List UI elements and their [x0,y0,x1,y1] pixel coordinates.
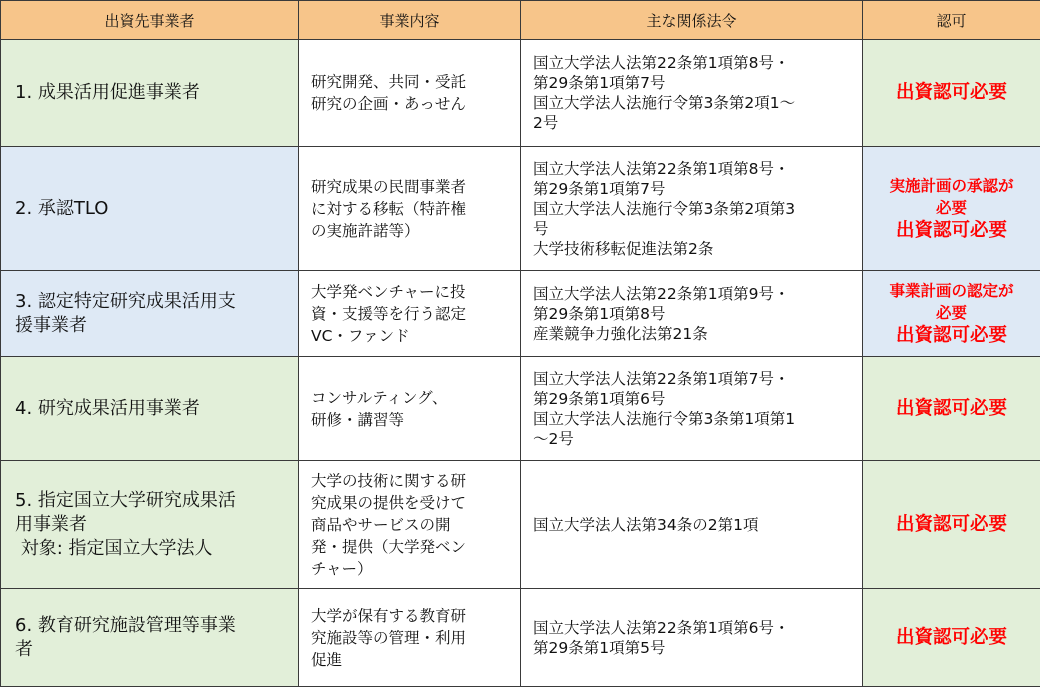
table-row [1,589,1040,687]
header-permit: 認可 [863,1,1040,40]
business-line: 資・支援等を行う認定 [311,304,467,323]
permit-cell [863,589,1040,687]
business-line: VC・ファンド [311,326,410,345]
business-cell [299,357,521,461]
header-row [1,1,1040,40]
business-line: 研究成果の民間事業者 [311,177,467,196]
law-line: 国立大学法人法第22条第1項第9号・ [533,284,790,303]
business-cell [299,589,521,687]
investee-name-cell [1,271,299,357]
investee-name-line: 用事業者 [15,513,87,535]
table-row [1,271,1040,357]
law-cell [521,357,863,461]
investee-name-line: 3. 認定特定研究成果活用支 [15,290,236,312]
business-line: に対する移転（特許権 [311,199,467,218]
investee-name-line: 者 [15,638,33,660]
permit-cell [863,271,1040,357]
law-cell [521,147,863,271]
table-row [1,147,1040,271]
permit-line: 出資認可必要 [895,397,1007,419]
law-line: 第29条第1項第8号 [533,304,666,323]
law-line: 2号 [533,114,559,132]
investee-name-line: 1. 成果活用促進事業者 [15,82,200,103]
investee-name-cell [1,40,299,147]
law-line: 産業競争力強化法第21条 [533,324,708,343]
business-line: 大学の技術に関する研 [311,471,467,490]
header-business: 事業内容 [299,1,521,40]
business-line: 究成果の提供を受けて [311,493,467,512]
permit-line: 出資認可必要 [895,82,1007,103]
law-line: 国立大学法人法第22条第1項第7号・ [533,369,790,388]
law-line: 第29条第1項第7号 [533,74,666,92]
permit-line: 実施計画の承認が [889,176,1014,195]
law-line: 国立大学法人法第22条第1項第6号・ [533,618,790,637]
permit-line: 事業計画の認定が [889,281,1014,300]
permit-line: 必要 [935,303,967,322]
law-line: 国立大学法人法施行令第3条第2項第3 [533,199,796,218]
business-line: 研修・講習等 [311,410,405,429]
investee-name-cell [1,357,299,461]
law-cell [521,461,863,589]
law-cell [521,271,863,357]
law-line: 第29条第1項第5号 [533,638,666,657]
header-laws: 主な関係法令 [521,1,863,40]
law-line: 国立大学法人法施行令第3条第2項1～ [533,94,796,112]
investee-name-line: 4. 研究成果活用事業者 [15,397,200,419]
permit-line: 出資認可必要 [895,324,1007,346]
law-line: 号 [533,219,549,238]
header-investee: 出資先事業者 [1,1,299,40]
business-line: 促進 [311,650,343,669]
table-row [1,40,1040,147]
law-line: 国立大学法人法第22条第1項第8号・ [533,159,790,178]
business-line: の実施許諾等） [311,221,420,240]
permit-line: 出資認可必要 [895,626,1007,648]
investee-name-line: 対象: 指定国立大学法人 [15,537,213,559]
permit-line: 必要 [935,198,967,217]
permit-cell [863,147,1040,271]
investee-name-cell [1,461,299,589]
business-line: チャー） [311,559,373,578]
permit-cell [863,40,1040,147]
permit-line: 出資認可必要 [895,513,1007,535]
law-line: ～2号 [533,429,574,448]
investee-name-cell [1,589,299,687]
business-cell [299,40,521,147]
law-line: 国立大学法人法第22条第1項第8号・ [533,54,790,72]
business-cell [299,147,521,271]
investee-name-line: 6. 教育研究施設管理等事業 [15,614,236,636]
business-line: コンサルティング、 [311,388,448,407]
permit-line: 出資認可必要 [895,219,1007,241]
law-line: 第29条第1項第6号 [533,389,666,408]
permit-cell [863,461,1040,589]
business-cell [299,271,521,357]
business-line: 大学発ベンチャーに投 [311,282,466,301]
business-line: 研究の企画・あっせん [311,95,466,113]
business-cell [299,461,521,589]
investee-name-line: 2. 承認TLO [15,197,109,219]
law-line: 国立大学法人法施行令第3条第1項第1 [533,409,796,428]
business-line: 究施設等の管理・利用 [311,628,467,647]
business-line: 大学が保有する教育研 [311,606,467,625]
investee-name-cell [1,147,299,271]
business-line: 発・提供（大学発ベン [311,537,467,556]
table-row [1,357,1040,461]
law-line: 国立大学法人法第34条の2第1項 [533,515,759,534]
investee-name-line: 5. 指定国立大学研究成果活 [15,489,236,511]
law-line: 大学技術移転促進法第2条 [533,239,714,258]
law-cell [521,589,863,687]
law-line: 第29条第1項第7号 [533,179,666,198]
business-line: 研究開発、共同・受託 [311,73,467,91]
table-row [1,461,1040,589]
permit-cell [863,357,1040,461]
business-line: 商品やサービスの開 [311,515,451,534]
law-cell [521,40,863,147]
investee-name-line: 援事業者 [15,314,87,336]
